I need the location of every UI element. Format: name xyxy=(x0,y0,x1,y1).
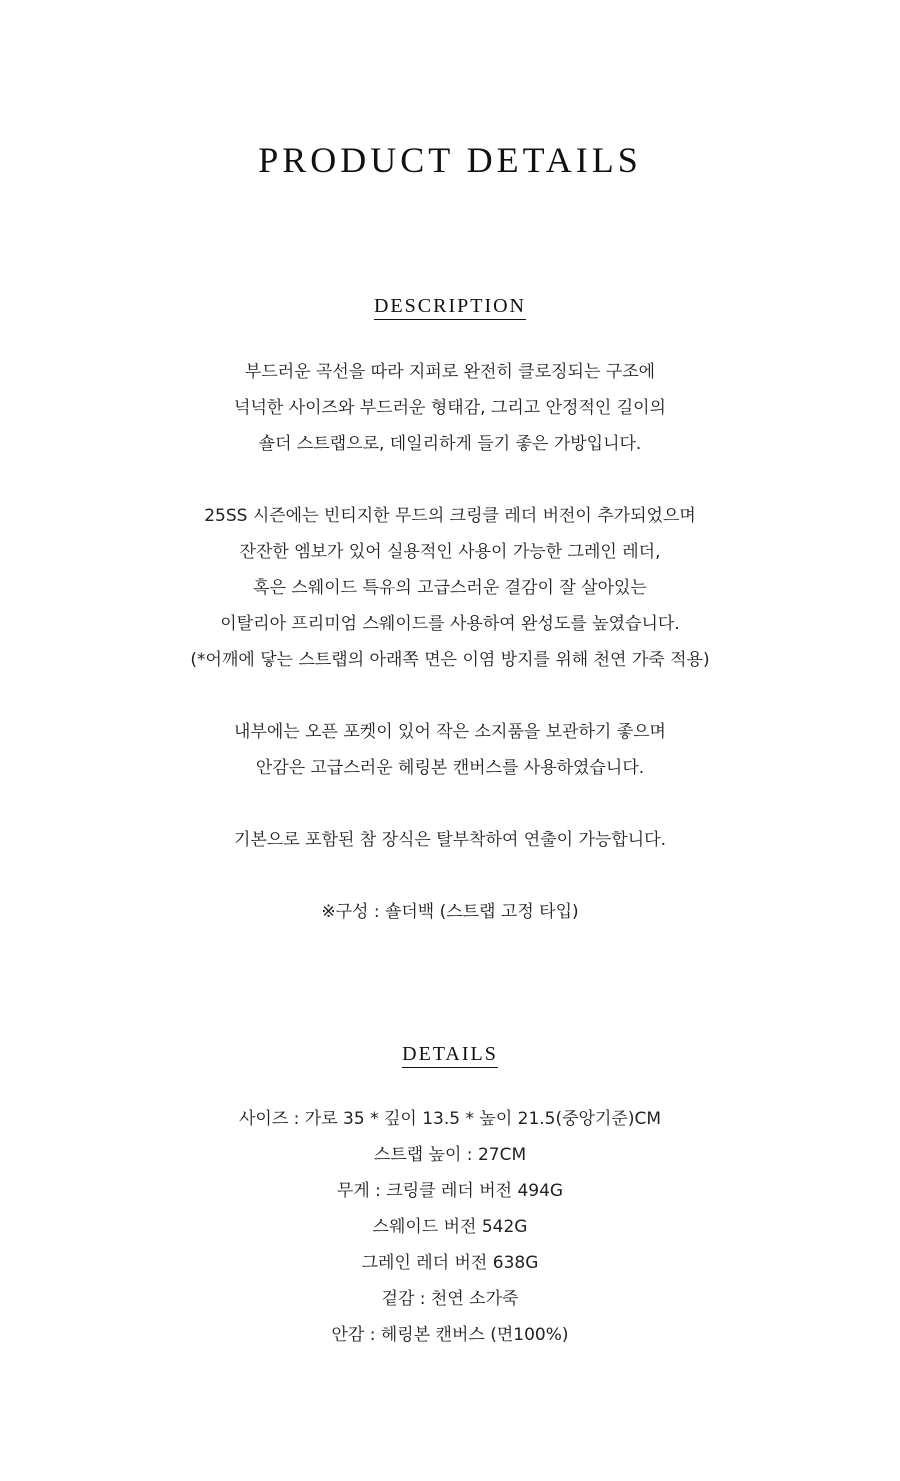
description-line: 혹은 스웨이드 특유의 고급스러운 결감이 잘 살아있는 xyxy=(253,578,647,598)
details-heading xyxy=(0,1042,900,1067)
detail-outer-material: 겉감 : 천연 소가죽 xyxy=(381,1289,519,1309)
detail-weight-suede: 스웨이드 버전 542G xyxy=(372,1217,528,1237)
detail-strap-height: 스트랩 높이 : 27CM xyxy=(373,1145,527,1165)
detail-lining-material: 안감 : 헤링본 캔버스 (면100%) xyxy=(331,1325,569,1345)
detail-weight-grain: 그레인 레더 버전 638G xyxy=(361,1253,539,1273)
composition-line: ※구성 : 숄더백 (스트랩 고정 타입) xyxy=(321,902,579,922)
description-line: 잔잔한 엠보가 있어 실용적인 사용이 가능한 그레인 레더, xyxy=(239,542,661,562)
description-heading-label: DESCRIPTION xyxy=(374,295,526,320)
description-paragraph-4 xyxy=(0,822,900,858)
details-heading-label: DETAILS xyxy=(402,1043,498,1068)
page-title: PRODUCT DETAILS xyxy=(258,140,642,180)
detail-weight-crinkle: 무게 : 크링클 레더 버전 494G xyxy=(336,1181,564,1201)
details-list xyxy=(0,1101,900,1353)
description-line: 안감은 고급스러운 헤링본 캔버스를 사용하였습니다. xyxy=(255,758,645,778)
description-line: 숄더 스트랩으로, 데일리하게 들기 좋은 가방입니다. xyxy=(258,434,642,454)
description-line: 25SS 시즌에는 빈티지한 무드의 크링클 레더 버전이 추가되었으며 xyxy=(204,506,696,526)
description-line: 부드러운 곡선을 따라 지퍼로 완전히 클로징되는 구조에 xyxy=(244,362,656,382)
description-heading xyxy=(0,294,900,319)
description-line: 이탈리아 프리미엄 스웨이드를 사용하여 완성도를 높였습니다. xyxy=(220,614,680,634)
description-line: 넉넉한 사이즈와 부드러운 형태감, 그리고 안정적인 길이의 xyxy=(234,398,666,418)
description-line: 내부에는 오픈 포켓이 있어 작은 소지품을 보관하기 좋으며 xyxy=(234,722,666,742)
description-line: 기본으로 포함된 참 장식은 탈부착하여 연출이 가능합니다. xyxy=(234,830,666,850)
description-paragraph-2 xyxy=(0,498,900,678)
description-paragraph-3 xyxy=(0,714,900,786)
composition-note xyxy=(0,894,900,930)
description-note-line: (*어깨에 닿는 스트랩의 아래쪽 면은 이염 방지를 위해 천연 가죽 적용) xyxy=(190,650,710,670)
description-paragraph-1 xyxy=(0,354,900,462)
detail-size: 사이즈 : 가로 35 * 깊이 13.5 * 높이 21.5(중앙기준)CM xyxy=(239,1109,661,1129)
